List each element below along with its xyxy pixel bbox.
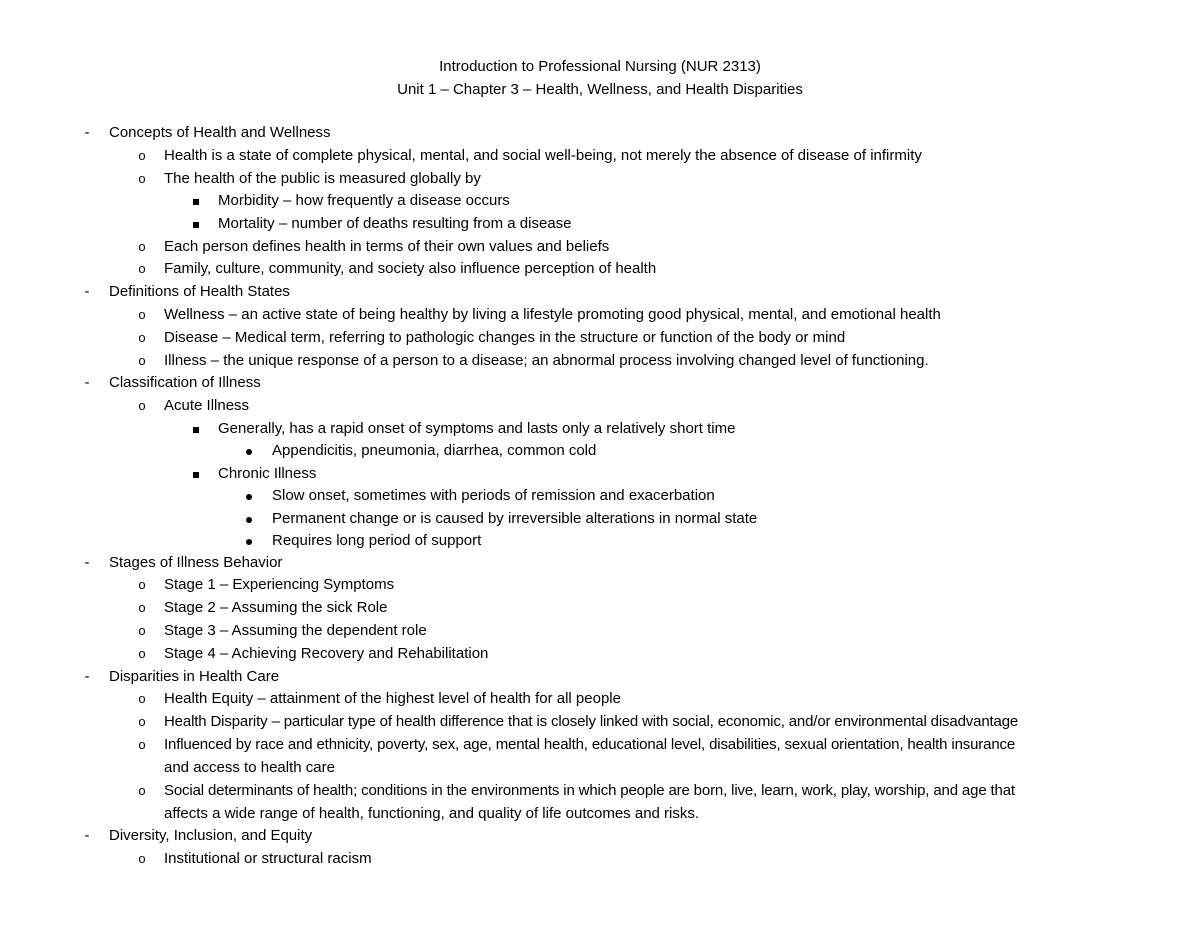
dash-bullet: - bbox=[84, 668, 90, 685]
circle-bullet: o bbox=[138, 307, 146, 322]
dash-bullet: - bbox=[84, 827, 90, 844]
dash-bullet: - bbox=[84, 124, 90, 141]
circle-bullet: o bbox=[138, 577, 146, 592]
circle-bullet: o bbox=[138, 851, 146, 866]
outline-text: Requires long period of support bbox=[272, 532, 482, 549]
outline-text: Mortality – number of deaths resulting from a disease bbox=[218, 215, 572, 232]
outline-text: Stage 4 – Achieving Recovery and Rehabilitation bbox=[164, 645, 489, 662]
outline-text: Health Disparity – particular type of health difference that is closely linked with social, economic, and/or environmental disadvantage bbox=[164, 713, 1019, 730]
outline-text: Stage 2 – Assuming the sick Role bbox=[164, 599, 388, 616]
round-bullet-icon bbox=[243, 485, 255, 508]
circle-bullet: o bbox=[138, 600, 146, 615]
outline-text: Definitions of Health States bbox=[109, 283, 290, 300]
outline-text: Concepts of Health and Wellness bbox=[109, 124, 331, 141]
outline-text: Permanent change or is caused by irreversible alterations in normal state bbox=[272, 510, 758, 527]
square-bullet-icon bbox=[190, 213, 202, 236]
outline-text: Chronic Illness bbox=[218, 465, 317, 482]
round-bullet-icon bbox=[243, 508, 255, 531]
round-bullet-icon bbox=[243, 530, 255, 553]
circle-bullet: o bbox=[138, 646, 146, 661]
outline-text: affects a wide range of health, functioning, and quality of life outcomes and risks. bbox=[164, 805, 700, 822]
circle-bullet: o bbox=[138, 623, 146, 638]
dash-bullet: - bbox=[84, 374, 90, 391]
circle-bullet: o bbox=[138, 714, 146, 729]
outline-text: Social determinants of health; conditions in the environments in which people are born, live, learn, work, play, worship, and age that bbox=[164, 782, 1015, 799]
outline-text: The health of the public is measured globally by bbox=[164, 170, 481, 187]
document-title: Introduction to Professional Nursing (NUR 2313) bbox=[439, 58, 761, 75]
circle-bullet: o bbox=[138, 737, 146, 752]
square-bullet-icon bbox=[190, 418, 202, 441]
outline-text: Stage 1 – Experiencing Symptoms bbox=[164, 576, 395, 593]
outline-text: Illness – the unique response of a person to a disease; an abnormal process involving changed level of functioning. bbox=[164, 352, 929, 369]
circle-bullet: o bbox=[138, 398, 146, 413]
outline-text: Family, culture, community, and society also influence perception of health bbox=[164, 260, 657, 277]
dash-bullet: - bbox=[84, 554, 90, 571]
outline-text: Morbidity – how frequently a disease occurs bbox=[218, 192, 510, 209]
outline-text: Slow onset, sometimes with periods of remission and exacerbation bbox=[272, 487, 715, 504]
outline-text: and access to health care bbox=[164, 759, 335, 776]
outline-text: Wellness – an active state of being healthy by living a lifestyle promoting good physical, mental, and emotional health bbox=[164, 306, 941, 323]
outline-text: Health Equity – attainment of the highest level of health for all people bbox=[164, 690, 621, 707]
circle-bullet: o bbox=[138, 330, 146, 345]
outline-text: Appendicitis, pneumonia, diarrhea, common cold bbox=[272, 442, 597, 459]
outline-text: Influenced by race and ethnicity, poverty, sex, age, mental health, educational level, disabilities, sexual orientation, health insurance bbox=[164, 736, 1016, 753]
circle-bullet: o bbox=[138, 691, 146, 706]
outline-text: Disparities in Health Care bbox=[109, 668, 280, 685]
square-bullet-icon bbox=[190, 190, 202, 213]
outline-text: Classification of Illness bbox=[109, 374, 261, 391]
outline-text: Generally, has a rapid onset of symptoms and lasts only a relatively short time bbox=[218, 420, 736, 437]
circle-bullet: o bbox=[138, 261, 146, 276]
outline-text: Health is a state of complete physical, mental, and social well-being, not merely the absence of disease of infirmity bbox=[164, 147, 922, 164]
circle-bullet: o bbox=[138, 148, 146, 163]
outline-text: Each person defines health in terms of their own values and beliefs bbox=[164, 238, 610, 255]
round-bullet-icon bbox=[243, 440, 255, 463]
circle-bullet: o bbox=[138, 171, 146, 186]
outline-text: Acute Illness bbox=[164, 397, 250, 414]
outline-text: Stage 3 – Assuming the dependent role bbox=[164, 622, 427, 639]
circle-bullet: o bbox=[138, 783, 146, 798]
square-bullet-icon bbox=[190, 463, 202, 486]
dash-bullet: - bbox=[84, 283, 90, 300]
outline-text: Institutional or structural racism bbox=[164, 850, 372, 867]
circle-bullet: o bbox=[138, 353, 146, 368]
document-subtitle: Unit 1 – Chapter 3 – Health, Wellness, and Health Disparities bbox=[397, 81, 803, 98]
outline-text: Disease – Medical term, referring to pathologic changes in the structure or function of the body or mind bbox=[164, 329, 846, 346]
circle-bullet: o bbox=[138, 239, 146, 254]
outline-text: Diversity, Inclusion, and Equity bbox=[109, 827, 313, 844]
outline-text: Stages of Illness Behavior bbox=[109, 554, 283, 571]
